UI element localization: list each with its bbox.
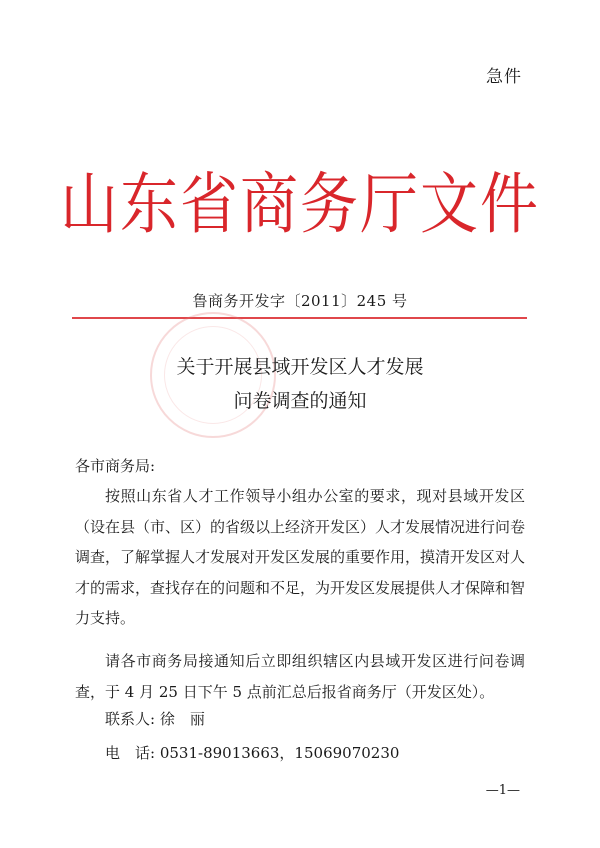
page-number: —1— [485, 783, 520, 798]
urgency-label: 急件 [486, 67, 522, 87]
contact-person-value: 徐 丽 [159, 710, 205, 728]
document-number: 鲁商务开发字〔2011〕245 号 [192, 292, 408, 310]
contact-phone-value: 0531-89013663，15069070230 [159, 744, 400, 762]
contact-phone [105, 742, 399, 763]
notice-title [0, 350, 600, 418]
red-divider-line [72, 317, 527, 319]
body-paragraph-2: 请各市商务局接通知后立即组织辖区内县域开发区进行问卷调查，于 4 月 25 日下午 5 点前汇总后报省商务厅（开发区处）。 [75, 652, 525, 701]
contact-phone-label: 电 话: [105, 744, 156, 762]
notice-title-line-1: 关于开展县域开发区人才发展 [176, 356, 424, 378]
contact-person-label: 联系人: [105, 710, 156, 728]
body-paragraph-1: 按照山东省人才工作领导小组办公室的要求，现对县域开发区（设在县（市、区）的省级以上经济开发区）人才发展情况进行问卷调查，了解掌握人才发展对开发区发展的重要作用，摸清开发区对人才的需求，查找存在的问题和不足，为开发区发展提供人才保障和智力支持。 [75, 487, 526, 627]
notice-title-line-2: 问卷调查的通知 [233, 390, 367, 412]
document-header-title: 山东省商务厅文件 [59, 164, 540, 244]
contact-person [105, 708, 205, 729]
salutation: 各市商务局: [75, 457, 156, 475]
